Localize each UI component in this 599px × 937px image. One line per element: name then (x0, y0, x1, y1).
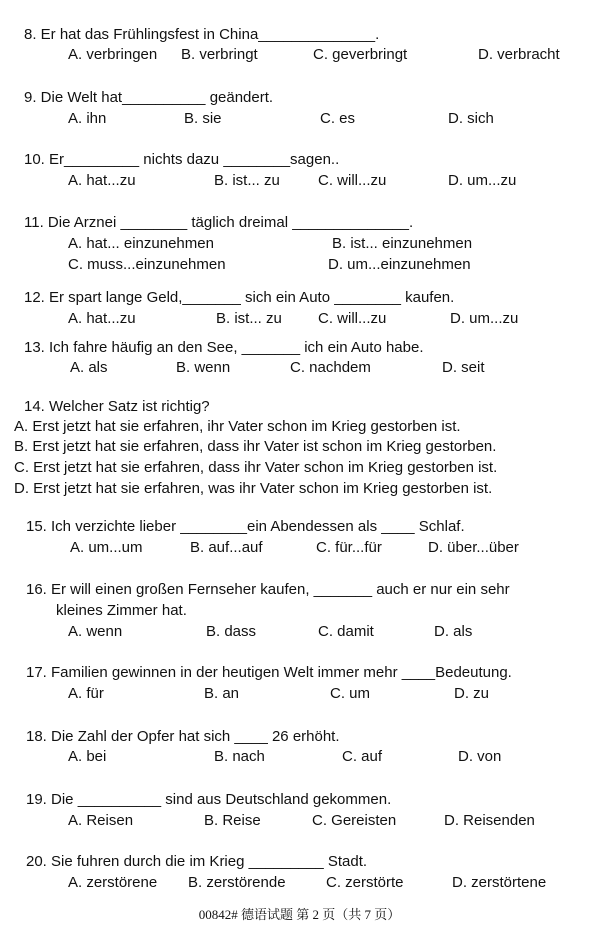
question-16-option-c: C. damit (318, 623, 374, 640)
question-18-stem: 18. Die Zahl der Opfer hat sich ____ 26 erhöht. (26, 728, 340, 745)
question-18-option-c: C. auf (342, 748, 383, 765)
question-9-option-d: D. sich (448, 110, 494, 127)
question-11-option-a: A. hat... einzunehmen (68, 235, 214, 252)
question-9-option-b: B. sie (184, 110, 222, 127)
page-footer: 00842# 德语试题 第 2 页（共 7 页） (198, 907, 401, 922)
question-20-option-c: C. zerstörte (326, 874, 404, 891)
question-11-option-d: D. um...einzunehmen (328, 256, 471, 273)
question-17-option-a: A. für (68, 685, 104, 702)
question-15-option-b: B. auf...auf (190, 539, 263, 556)
question-16-option-d: D. als (434, 623, 473, 640)
question-8-option-d: D. verbracht (478, 46, 560, 63)
question-11-stem: 11. Die Arznei ________ täglich dreimal ______________. (24, 214, 414, 231)
question-14-option-c: C. Erst jetzt hat sie erfahren, dass ihr Vater schon im Krieg gestorben ist. (14, 459, 498, 476)
question-10-option-a: A. hat...zu (68, 172, 136, 189)
question-16-stem-continued: kleines Zimmer hat. (56, 602, 187, 619)
question-15-stem: 15. Ich verzichte lieber ________ein Abendessen als ____ Schlaf. (26, 518, 465, 535)
question-15-option-a: A. um...um (70, 539, 143, 556)
question-10-option-d: D. um...zu (448, 172, 517, 189)
question-13-option-a: A. als (70, 359, 108, 376)
question-18-option-b: B. nach (214, 748, 265, 765)
question-8-option-b: B. verbringt (181, 46, 258, 63)
question-17-option-b: B. an (204, 685, 240, 702)
question-20-option-a: A. zerstörene (68, 874, 158, 891)
question-13-option-b: B. wenn (176, 359, 231, 376)
question-19-option-a: A. Reisen (68, 812, 134, 829)
question-17-stem: 17. Familien gewinnen in der heutigen Welt immer mehr ____Bedeutung. (26, 664, 512, 681)
question-19-option-d: D. Reisenden (444, 812, 535, 829)
question-8-option-c: C. geverbringt (313, 46, 408, 63)
question-18-option-d: D. von (458, 748, 502, 765)
question-12-option-c: C. will...zu (318, 310, 387, 327)
question-20-option-b: B. zerstörende (188, 874, 286, 891)
question-15-option-c: C. für...für (316, 539, 382, 556)
question-9-option-a: A. ihn (68, 110, 107, 127)
question-14-option-b: B. Erst jetzt hat sie erfahren, dass ihr Vater ist schon im Krieg gestorben. (14, 438, 497, 455)
question-8-option-a: A. verbringen (68, 46, 158, 63)
question-19-option-c: C. Gereisten (312, 812, 397, 829)
question-12-option-d: D. um...zu (450, 310, 519, 327)
question-14-option-a: A. Erst jetzt hat sie erfahren, ihr Vater schon im Krieg gestorben ist. (14, 418, 461, 435)
question-10-option-b: B. ist... zu (214, 172, 280, 189)
question-15-option-d: D. über...über (428, 539, 519, 556)
question-16-stem: 16. Er will einen großen Fernseher kaufen, _______ auch er nur ein sehr (26, 581, 510, 598)
question-11-option-b: B. ist... einzunehmen (332, 235, 473, 252)
question-12-stem: 12. Er spart lange Geld,_______ sich ein Auto ________ kaufen. (24, 289, 455, 306)
question-17-option-c: C. um (330, 685, 371, 702)
question-9-stem: 9. Die Welt hat__________ geändert. (24, 89, 274, 106)
question-10-stem: 10. Er_________ nichts dazu ________sagen.. (24, 151, 340, 168)
question-19-stem: 19. Die __________ sind aus Deutschland gekommen. (26, 791, 392, 808)
question-20-stem: 20. Sie fuhren durch die im Krieg _________ Stadt. (26, 853, 368, 870)
question-12-option-b: B. ist... zu (216, 310, 282, 327)
question-8-stem: 8. Er hat das Frühlingsfest in China______________. (24, 26, 380, 43)
question-12-option-a: A. hat...zu (68, 310, 136, 327)
question-19-option-b: B. Reise (204, 812, 261, 829)
question-13-stem: 13. Ich fahre häufig an den See, _______ ich ein Auto habe. (24, 339, 424, 356)
question-20-option-d: D. zerstörtene (452, 874, 547, 891)
question-18-option-a: A. bei (68, 748, 107, 765)
question-17-option-d: D. zu (454, 685, 490, 702)
question-10-option-c: C. will...zu (318, 172, 387, 189)
question-13-option-d: D. seit (442, 359, 485, 376)
question-14-stem: 14. Welcher Satz ist richtig? (24, 398, 210, 415)
question-9-option-c: C. es (320, 110, 356, 127)
question-13-option-c: C. nachdem (290, 359, 371, 376)
question-14-option-d: D. Erst jetzt hat sie erfahren, was ihr Vater schon im Krieg gestorben ist. (14, 480, 493, 497)
question-11-option-c: C. muss...einzunehmen (68, 256, 226, 273)
question-16-option-b: B. dass (206, 623, 257, 640)
question-16-option-a: A. wenn (68, 623, 123, 640)
